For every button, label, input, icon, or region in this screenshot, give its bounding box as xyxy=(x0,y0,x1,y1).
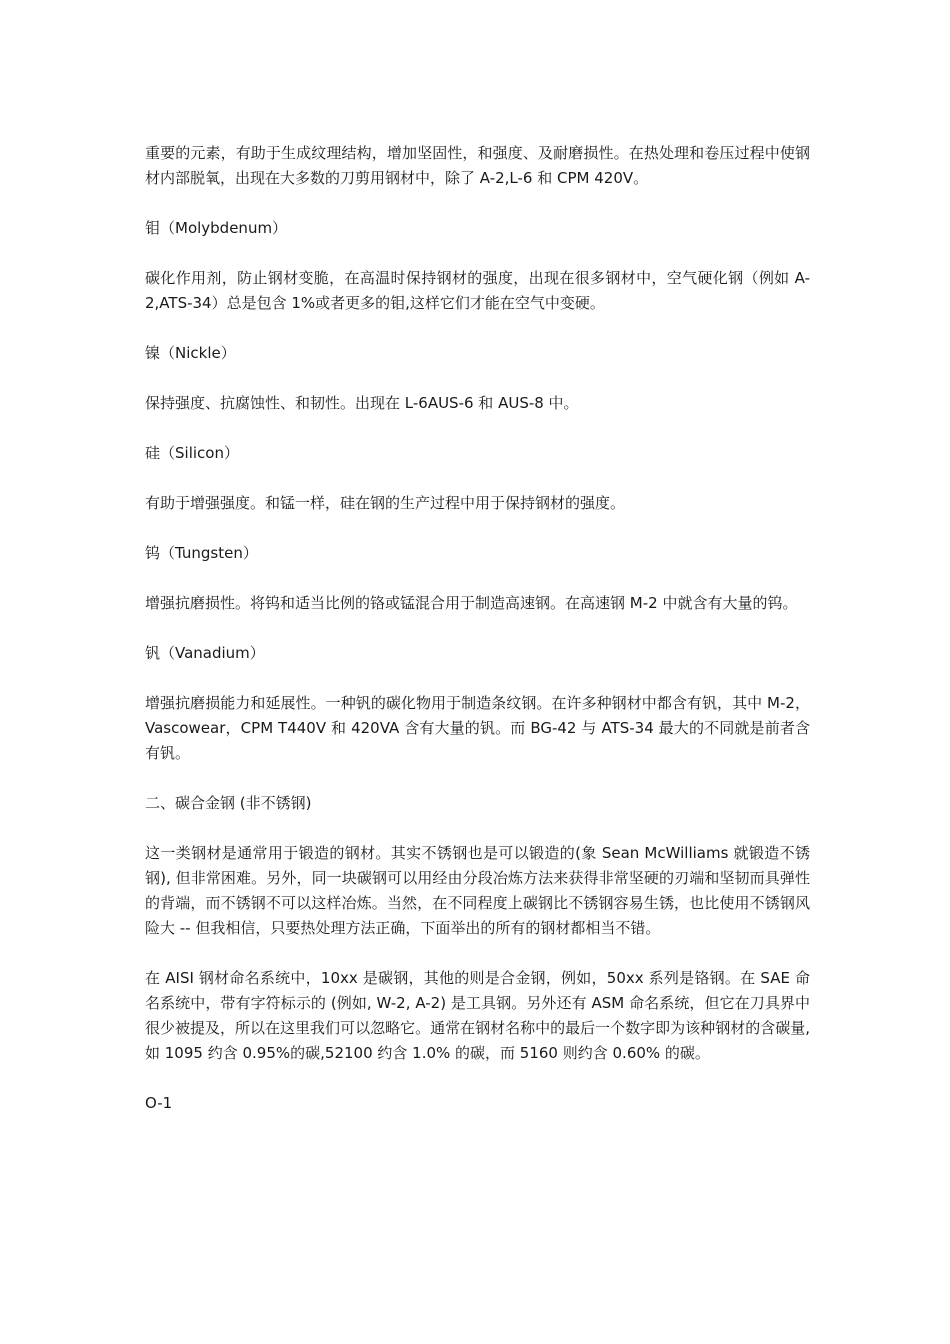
paragraph-vanadium: 增强抗磨损能力和延展性。一种钒的碳化物用于制造条纹钢。在许多种钢材中都含有钒，其中 M-2，Vascowear，CPM T440V 和 420VA 含有大量的钒。而 BG-42 与 ATS-34 最大的不同就是前者含有钒。 xyxy=(145,694,810,762)
heading-silicon: 硅（Silicon） xyxy=(145,444,239,462)
paragraph-carbon-steel-forging: 这一类钢材是通常用于锻造的钢材。其实不锈钢也是可以锻造的(象 Sean McWilliams 就锻造不锈钢), 但非常困难。另外，同一块碳钢可以用经由分段冶炼方法来获得非常坚硬的刃端和坚韧而具弹性的背端，而不锈钢不可以这样冶炼。当然，在不同程度上碳钢比不锈钢容易生锈，也比使用不锈钢风险大 -- 但我相信，只要热处理方法正确，下面举出的所有的钢材都相当不错。 xyxy=(145,844,810,937)
paragraph-naming-systems: 在 AISI 钢材命名系统中，10xx 是碳钢，其他的则是合金钢，例如，50xx 系列是铬钢。在 SAE 命名系统中，带有字符标示的 (例如, W-2, A-2) 是工具钢。另外还有 ASM 命名系统，但它在刀具界中很少被提及，所以在这里我们可以忽略它。通常在钢材名称中的最后一个数字即为该种钢材的含碳量,如 1095 约含 0.95%的碳,52100 约含 1.0% 的碳，而 5160 则约含 0.60% 的碳。 xyxy=(145,969,810,1062)
heading-vanadium: 钒（Vanadium） xyxy=(145,644,265,662)
paragraph-silicon: 有助于增强强度。和锰一样，硅在钢的生产过程中用于保持钢材的强度。 xyxy=(145,494,626,512)
document-body xyxy=(145,141,810,1141)
heading-nickle: 镍（Nickle） xyxy=(145,344,236,362)
heading-molybdenum: 钼（Molybdenum） xyxy=(145,219,288,237)
paragraph-intro: 重要的元素，有助于生成纹理结构，增加坚固性，和强度、及耐磨损性。在热处理和卷压过程中使钢材内部脱氧，出现在大多数的刀剪用钢材中，除了 A-2,L-6 和 CPM 420V。 xyxy=(145,144,810,187)
paragraph-tungsten: 增强抗磨损性。将钨和适当比例的铬或锰混合用于制造高速钢。在高速钢 M-2 中就含有大量的钨。 xyxy=(145,594,798,612)
paragraph-nickle: 保持强度、抗腐蚀性、和韧性。出现在 L-6AUS-6 和 AUS-8 中。 xyxy=(145,394,579,412)
paragraph-molybdenum: 碳化作用剂，防止钢材变脆，在高温时保持钢材的强度，出现在很多钢材中，空气硬化钢（例如 A-2,ATS-34）总是包含 1%或者更多的钼,这样它们才能在空气中变硬。 xyxy=(145,269,810,312)
heading-carbon-alloy-steel: 二、碳合金钢 (非不锈钢) xyxy=(145,794,312,812)
heading-o1: O-1 xyxy=(145,1094,173,1112)
heading-tungsten: 钨（Tungsten） xyxy=(145,544,258,562)
